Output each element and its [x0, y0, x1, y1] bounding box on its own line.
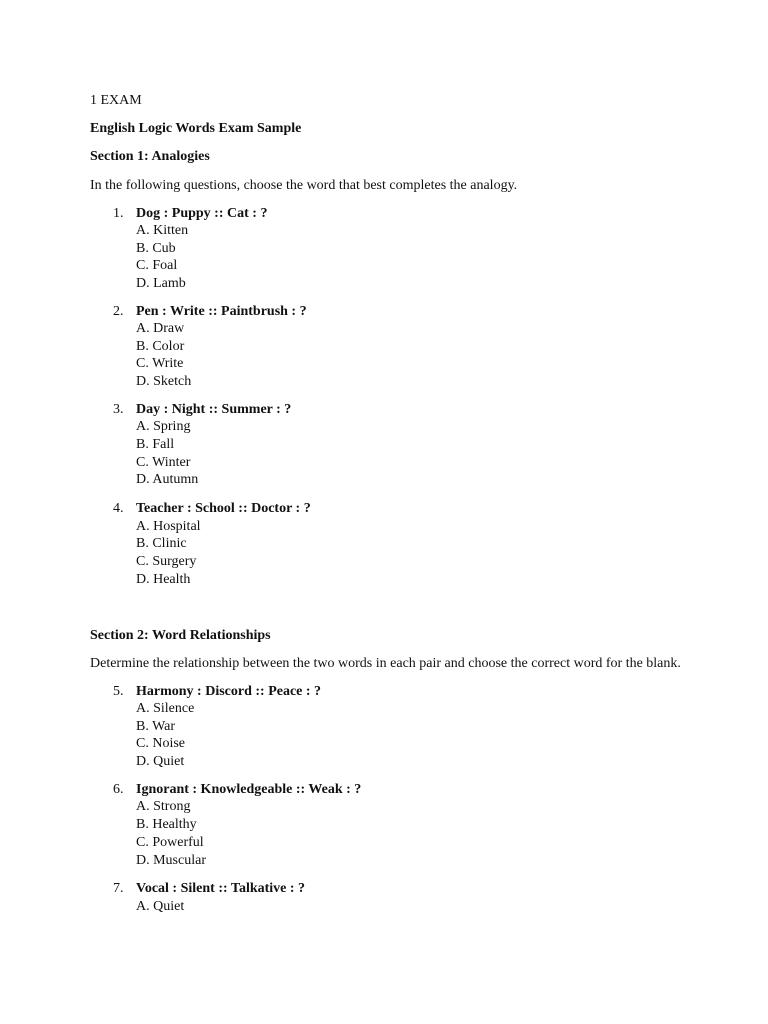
question-number: 3.: [113, 402, 124, 417]
option: D. Health: [136, 572, 191, 587]
section1-instructions: In the following questions, choose the word that best completes the analogy.: [90, 178, 518, 193]
option: A. Kitten: [136, 223, 189, 238]
exam-label: 1 EXAM: [90, 93, 142, 108]
option: C. Noise: [136, 736, 185, 751]
option: B. War: [136, 719, 176, 734]
option: A. Spring: [136, 419, 191, 434]
option: A. Quiet: [136, 899, 185, 914]
option: C. Foal: [136, 258, 178, 273]
option: C. Write: [136, 356, 184, 371]
document-title: English Logic Words Exam Sample: [90, 121, 302, 136]
question-number: 2.: [113, 304, 124, 319]
section1-heading: Section 1: Analogies: [90, 149, 210, 164]
question-text: Day : Night :: Summer : ?: [136, 402, 292, 417]
option: B. Clinic: [136, 536, 187, 551]
question-text: Teacher : School :: Doctor : ?: [136, 501, 311, 516]
question-text: Dog : Puppy :: Cat : ?: [136, 206, 268, 221]
section2-instructions: Determine the relationship between the two words in each pair and choose the correct word for the blank.: [90, 656, 681, 671]
option: B. Color: [136, 339, 185, 354]
option: A. Silence: [136, 701, 195, 716]
option: D. Lamb: [136, 276, 186, 291]
option: C. Winter: [136, 455, 191, 470]
option: D. Sketch: [136, 374, 192, 389]
question-text: Ignorant : Knowledgeable :: Weak : ?: [136, 782, 362, 797]
question-text: Vocal : Silent :: Talkative : ?: [136, 881, 306, 896]
question-number: 5.: [113, 684, 124, 699]
question-text: Harmony : Discord :: Peace : ?: [136, 684, 322, 699]
option: D. Quiet: [136, 754, 185, 769]
option: D. Muscular: [136, 853, 206, 868]
question-text: Pen : Write :: Paintbrush : ?: [136, 304, 307, 319]
option: A. Draw: [136, 321, 185, 336]
option: B. Cub: [136, 241, 176, 256]
question-number: 7.: [113, 881, 124, 896]
section2-heading: Section 2: Word Relationships: [90, 628, 271, 643]
option: A. Strong: [136, 799, 191, 814]
question-number: 1.: [113, 206, 124, 221]
option: B. Fall: [136, 437, 175, 452]
question-number: 4.: [113, 501, 124, 516]
question-number: 6.: [113, 782, 124, 797]
option: D. Autumn: [136, 472, 199, 487]
option: A. Hospital: [136, 519, 201, 534]
option: B. Healthy: [136, 817, 197, 832]
option: C. Powerful: [136, 835, 204, 850]
option: C. Surgery: [136, 554, 197, 569]
